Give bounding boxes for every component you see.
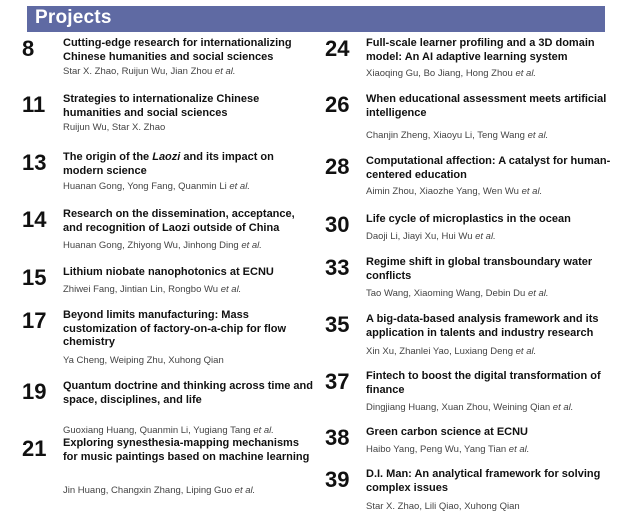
author-names: Huanan Gong, Zhiyong Wu, Jinhong Ding — [63, 240, 239, 251]
page-number: 35 — [325, 312, 350, 337]
author-names: Chanjin Zheng, Xiaoyu Li, Teng Wang — [366, 130, 525, 141]
project-authors — [366, 501, 616, 513]
project-authors — [366, 288, 616, 300]
page-number: 14 — [22, 207, 47, 232]
project-title[interactable]: Lithium niobate nanophotonics at ECNU — [63, 266, 274, 278]
title-text: and its impact on modern science — [63, 151, 274, 177]
et-al: et al. — [234, 485, 256, 496]
project-authors — [63, 485, 313, 497]
project-authors — [366, 68, 616, 80]
page-number: 24 — [325, 36, 350, 61]
project-authors — [63, 284, 313, 296]
project-title[interactable]: Quantum doctrine and thinking across time and space, disciplines, and life — [63, 380, 313, 406]
author-names: Xin Xu, Zhanlei Yao, Luxiang Deng — [366, 346, 513, 357]
et-al: et al. — [527, 288, 549, 299]
author-names: Dingjiang Huang, Xuan Zhou, Weining Qian — [366, 402, 551, 413]
page-number: 33 — [325, 255, 350, 280]
project-authors — [366, 444, 616, 456]
project-title[interactable]: When educational assessment meets artificial intelligence — [366, 93, 607, 119]
page-number: 17 — [22, 308, 47, 333]
project-authors — [366, 402, 616, 414]
project-authors — [63, 355, 313, 367]
author-names: Haibo Yang, Peng Wu, Yang Tian — [366, 444, 507, 455]
et-al: et al. — [515, 346, 537, 357]
et-al: et al. — [521, 186, 543, 197]
project-title[interactable]: Green carbon science at ECNU — [366, 426, 529, 438]
title-text: The origin of the — [63, 151, 153, 163]
page-number: 21 — [22, 436, 47, 461]
author-names: Xiaoqing Gu, Bo Jiang, Hong Zhou — [366, 68, 513, 79]
author-names: Huanan Gong, Yong Fang, Quanmin Li — [63, 181, 227, 192]
project-title[interactable]: Fintech to boost the digital transformation of finance — [366, 370, 601, 396]
et-al: et al. — [515, 68, 537, 79]
project-authors — [63, 425, 313, 437]
project-title[interactable]: Research on the dissemination, acceptance, and recognition of Laozi outside of China — [63, 208, 295, 234]
project-title[interactable] — [63, 151, 313, 178]
page-number: 37 — [325, 369, 350, 394]
et-al: et al. — [475, 231, 496, 242]
project-title[interactable]: A big-data-based analysis framework and its application in talents and industry research — [366, 313, 599, 339]
et-al: et al. — [253, 425, 274, 436]
author-names: Star X. Zhao, Ruijun Wu, Jian Zhou — [63, 66, 213, 77]
author-names: Star X. Zhao, Lili Qiao, Xuhong Qian — [366, 501, 520, 512]
author-names: Zhiwei Fang, Jintian Lin, Rongbo Wu — [63, 284, 219, 295]
et-al: et al. — [527, 130, 549, 141]
project-title[interactable]: Cutting-edge research for internationalizing Chinese humanities and social sciences — [63, 37, 292, 63]
et-al: et al. — [241, 240, 262, 251]
project-authors — [63, 66, 313, 78]
author-names: Jin Huang, Changxin Zhang, Liping Guo — [63, 485, 233, 496]
author-names: Ya Cheng, Weiping Zhu, Xuhong Qian — [63, 355, 224, 366]
project-authors — [63, 181, 313, 193]
project-title[interactable]: Exploring synesthesia-mapping mechanisms for music paintings based on machine learning — [63, 437, 310, 463]
project-authors — [366, 130, 616, 142]
page-number: 13 — [22, 150, 47, 175]
project-title[interactable]: Regime shift in global transboundary water conflicts — [366, 256, 593, 282]
author-names: Ruijun Wu, Star X. Zhao — [63, 122, 166, 133]
project-authors — [63, 122, 313, 134]
section-header — [27, 6, 605, 32]
author-names: Aimin Zhou, Xiaozhe Yang, Wen Wu — [366, 186, 519, 197]
section-title: Projects — [35, 7, 112, 28]
project-authors — [366, 231, 616, 243]
author-names: Daoji Li, Jiayi Xu, Hui Wu — [366, 231, 473, 242]
et-al: et al. — [552, 402, 574, 413]
page-number: 11 — [22, 92, 46, 117]
project-authors — [366, 186, 616, 198]
et-al: et al. — [214, 66, 236, 77]
page-number: 30 — [325, 212, 350, 237]
et-al: et al. — [508, 444, 530, 455]
project-title[interactable]: Computational affection: A catalyst for human-centered education — [366, 155, 611, 181]
project-title[interactable]: Beyond limits manufacturing: Mass customization of factory-on-a-chip for flow chemistry — [63, 309, 287, 348]
author-names: Guoxiang Huang, Quanmin Li, Yugiang Tang — [63, 425, 251, 436]
page-number: 39 — [325, 467, 350, 492]
project-authors — [366, 346, 616, 358]
page-number: 8 — [22, 36, 35, 61]
page-number: 15 — [22, 265, 47, 290]
et-al: et al. — [229, 181, 250, 192]
page-number: 26 — [325, 92, 350, 117]
page-number: 38 — [325, 425, 350, 450]
page-number: 19 — [22, 379, 47, 404]
project-title[interactable]: Full-scale learner profiling and a 3D domain model: An AI adaptive learning system — [366, 37, 595, 63]
project-authors — [63, 240, 313, 252]
project-title[interactable]: Strategies to internationalize Chinese humanities and social sciences — [63, 93, 260, 119]
project-title[interactable]: D.I. Man: An analytical framework for solving complex issues — [366, 468, 601, 494]
et-al: et al. — [220, 284, 242, 295]
project-title[interactable]: Life cycle of microplastics in the ocean — [366, 213, 571, 225]
author-names: Tao Wang, Xiaoming Wang, Debin Du — [366, 288, 526, 299]
page-number: 28 — [325, 154, 350, 179]
title-emphasis: Laozi — [152, 151, 181, 163]
